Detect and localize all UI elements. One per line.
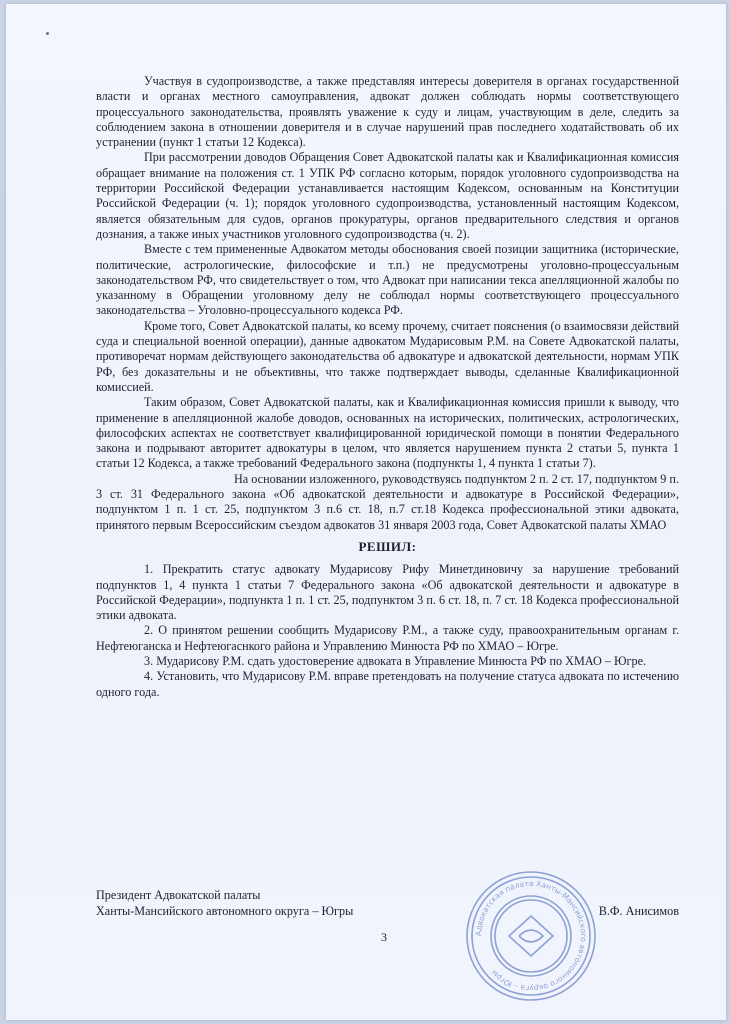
decision-heading: РЕШИЛ: — [358, 538, 417, 554]
paragraph-4: Кроме того, Совет Адвокатской палаты, ко всему прочему, считает пояснения (о взаимосвязи действий суда и специальной военной операции), данные адвокатом Мударисовым Р.М. на Совете Адвокатской палаты, противоречат нормам действующего законодательства об адвокатуре и адвокатской деятельности, нормам УПК РФ, без доказательны и не объективны, что также подтверждает выводы, сделанные Квалификационной комиссией. — [96, 318, 679, 394]
document-body — [96, 74, 679, 700]
decision-item-3: 3. Мударисову Р.М. сдать удостоверение адвоката в Управление Минюста РФ по ХМАО – Югре. — [144, 653, 647, 668]
scan-speck — [46, 32, 49, 35]
paragraph-5: Таким образом, Совет Адвокатской палаты, как и Квалификационная комиссия пришли к выводу, что применение в апелляционной жалобе доводов, основанных на исторических, политических, астрологических, философских аспектах не соответствует квалифицированной юридической помощи в понятии Федерального закона и подрывают авторитет адвокатуры в целом, что является нарушением пункта 2 статьи 5, пункта 1 статьи 12 Кодекса, а также требований Федерального закона (подпункты 1, 4 пункта 1 статьи 7). — [96, 395, 679, 471]
signatory-name: В.Ф. Анисимов — [598, 904, 679, 918]
seal-ring-text: Адвокатская палата Ханты-Мансийского автономного округа – Югры — [473, 878, 589, 994]
document-page — [6, 4, 726, 1020]
page-number: 3 — [381, 930, 387, 944]
decision-item-2: 2. О принятом решении сообщить Мударисову Р.М., а также суду, правоохранительным органам г. Нефтеюганска и Нефтеюгаснкого района и Управлению Минюста РФ по ХМАО – Югре. — [96, 623, 679, 653]
signature-block — [96, 887, 679, 919]
decision-item-1: 1. Прекратить статус адвокату Мударисову Рифу Минетдиновичу за нарушение требований подпунктов 1, 4 пункта 1 статьи 7 Федерального закона «Об адвокатской деятельности и адвокатуре в Российской Федерации», подпункта 1 п. 1 ст. 25, подпунктом 3 п. 6 ст. 18, п. 7 ст. 18 Кодекса профессиональной этики адвоката. — [96, 562, 679, 623]
paragraph-1: Участвуя в судопроизводстве, а также представляя интересы доверителя в органах государственной власти и органах местного самоуправления, адвокат должен соблюдать нормы соответствующего процессуального законодательства, проявлять уважение к суду и лицам, участвующим в деле, следить за соблюдением закона в отношении доверителя и в случае нарушений прав последнего ходатайствовать об их устранении (пункт 1 статьи 12 Кодекса). — [96, 74, 679, 150]
paragraph-2: При рассмотрении доводов Обращения Совет Адвокатской палаты как и Квалификационная комиссия обращает внимание на положения ст. 1 УПК РФ согласно которым, порядок уголовного судопроизводства на территории Российской Федерации устанавливается настоящим Кодексом, основанным на Конституции Российской Федерации (ч. 1); порядок уголовного судопроизводства, установленный настоящим Кодексом, является обязательным для судов, органов прокуратуры, органов предварительного следствия и органов дознания, а также иных участников уголовного судопроизводства (ч. 2). — [96, 150, 679, 241]
paragraph-3: Вместе с тем примененные Адвокатом методы обоснования своей позиции защитника (исторические, политические, астрологические, философские и т.п.) не предусмотрены уголовно-процессуальным законодательством РФ, что свидетельствует о том, что Адвокат при написании текса апелляционной жалобы по указанному в Обращении уголовному делу не соблюдал нормы соответствующего процессуального законодательства – Уголовно-процессуального кодекса РФ. — [96, 242, 679, 318]
signature-title-line-1: Президент Адвокатской палаты — [96, 888, 261, 902]
decision-item-4: 4. Установить, что Мударисову Р.М. вправе претендовать на получение статуса адвоката по истечению одного года. — [96, 669, 679, 699]
signature-title-line-2: Ханты-Мансийского автономного округа – Югры — [96, 904, 354, 918]
paragraph-6: На основании изложенного, руководствуясь подпунктом 2 п. 2 ст. 17, подпунктом 9 п. 3 ст. 31 Федерального закона «Об адвокатской деятельности и адвокатуре в Российской Федерации», подпунктом 1 п. 1 ст. 25, подпунктом 3 п.6 ст. 18, п.7 ст.18 Кодекса профессиональной этики адвоката, принятого первым Всероссийским съездом адвокатов 31 января 2003 года, Совет Адвокатской палаты ХМАО — [96, 471, 679, 532]
